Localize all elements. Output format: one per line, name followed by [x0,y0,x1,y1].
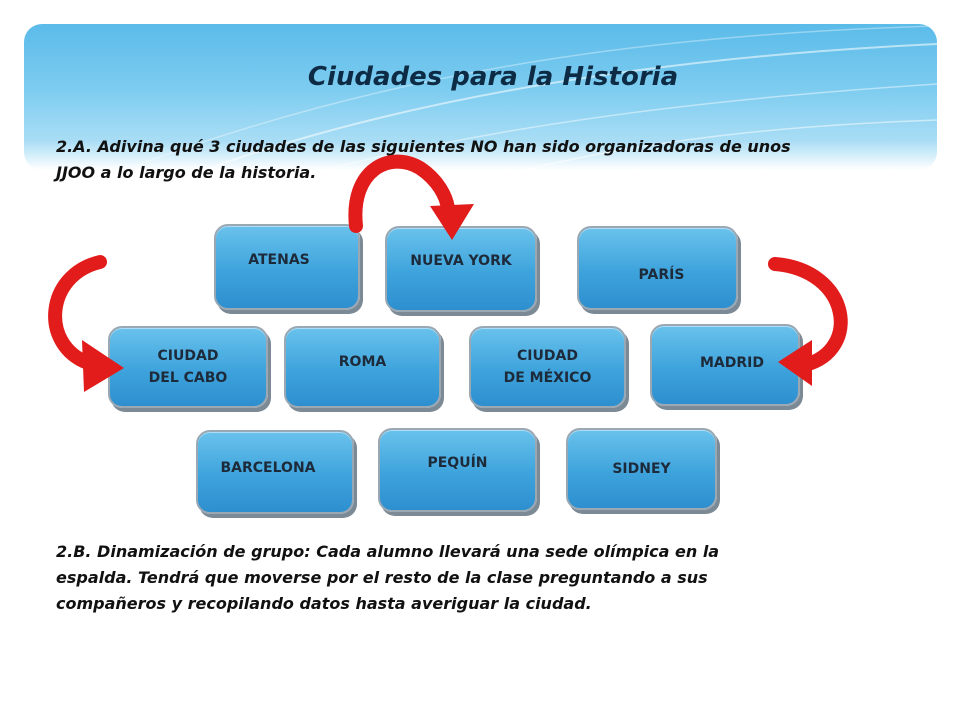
city-label: SIDNEY [612,461,671,477]
paragraph-b: 2.B. Dinamización de grupo: Cada alumno llevará una sede olímpica en la espalda. Tendrá que moverse por el resto de la clase preguntando a sus compañeros y recopilando datos hasta averiguar la ciudad. [56,542,720,613]
curved-arrow-top-icon [355,162,474,240]
city-label: NUEVA YORK [410,253,512,269]
city-label: CIUDAD DEL CABO [148,348,228,386]
city-label: PEQUÍN [427,455,488,471]
city-label: BARCELONA [220,460,316,476]
curved-arrow-left-icon [55,262,124,392]
city-label: MADRID [700,355,764,371]
city-label: ROMA [338,354,387,370]
city-label: ATENAS [248,252,310,268]
city-label: PARÍS [638,267,685,283]
paragraph-a: 2.A. Adivina qué 3 ciudades de las siguientes NO han sido organizadoras de unos JJOO a lo largo de la historia. [56,137,791,182]
curved-arrow-right-icon [775,264,841,386]
city-label: CIUDAD DE MÉXICO [503,348,592,386]
slide-title: Ciudades para la Historia [307,62,679,92]
